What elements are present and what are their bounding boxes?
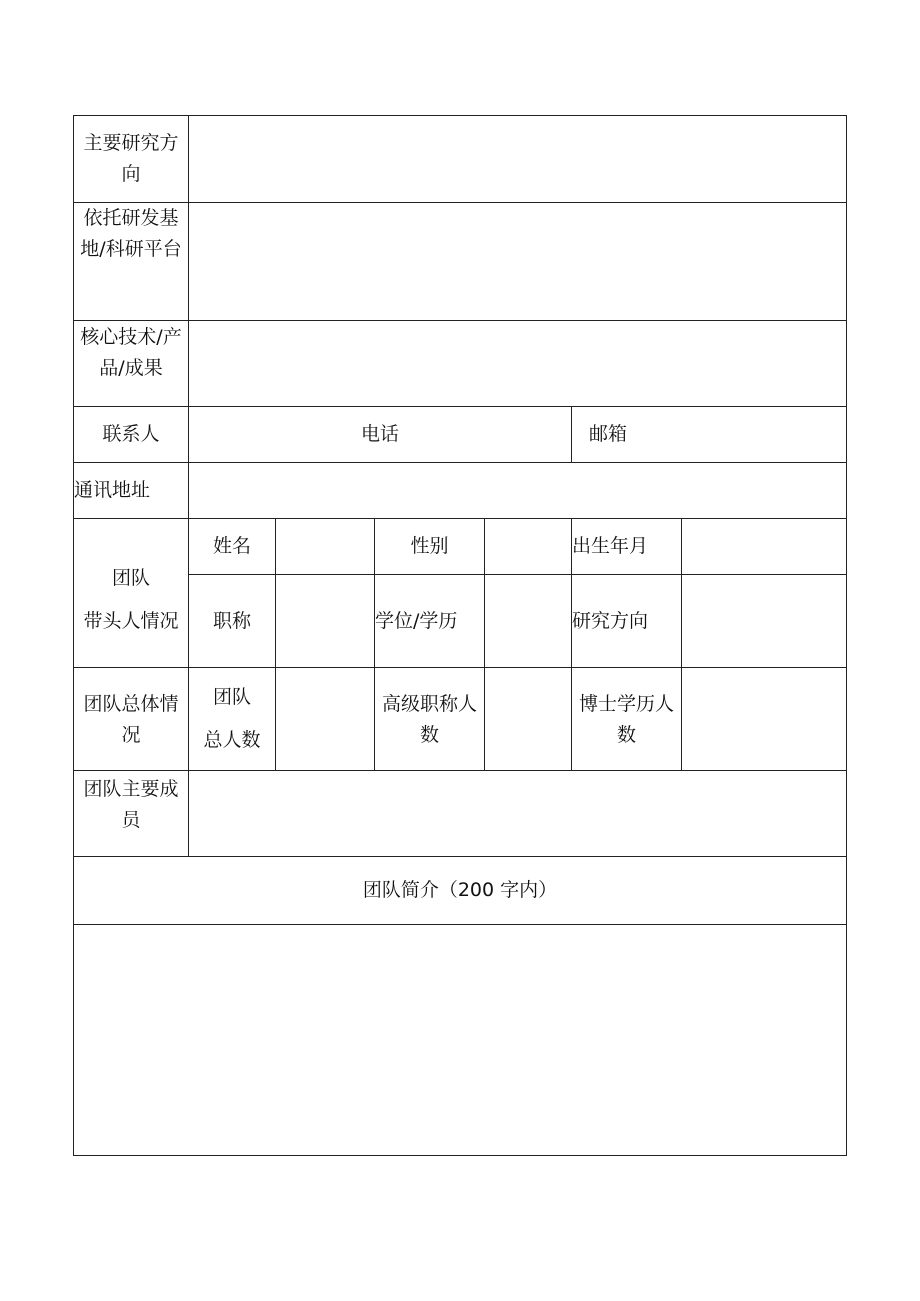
research-direction-label: [74, 116, 188, 202]
birth-input[interactable]: [682, 519, 846, 574]
gender-label: 性别: [410, 535, 449, 557]
main-members-label-line-2: 员: [121, 808, 141, 831]
team-overall-label-line-2: 况: [121, 724, 141, 746]
degree-input[interactable]: [485, 575, 571, 667]
title-input[interactable]: [276, 575, 374, 667]
address-input[interactable]: [189, 463, 846, 518]
research-direction-label-line-2: 向: [121, 163, 141, 185]
birth-label: 出生年月: [572, 535, 649, 557]
table-border-bottom: [73, 1155, 847, 1156]
leader-research-direction-input[interactable]: [682, 575, 846, 667]
senior-title-count-label: [375, 688, 484, 752]
name-label: 姓名: [212, 535, 251, 557]
doctorate-count-label-line-2: 数: [616, 724, 636, 746]
team-leader-label-line-2: 带头人情况: [83, 610, 179, 632]
contact-column-divider: [571, 406, 572, 462]
research-base-label-line-2: 地/科研平台: [80, 238, 182, 260]
main-members-input[interactable]: [189, 771, 846, 856]
senior-title-count-label-line-1: 高级职称人: [381, 693, 477, 715]
research-base-label: [74, 203, 188, 265]
phone-label: 电话: [360, 423, 399, 445]
gender-input[interactable]: [485, 519, 571, 574]
doctorate-count-label-line-1: 博士学历人: [578, 693, 674, 715]
team-total-input[interactable]: [276, 668, 374, 770]
email-label: 邮箱: [589, 423, 628, 445]
research-base-label-line-1: 依托研发基: [83, 207, 179, 229]
team-intro-input[interactable]: [74, 925, 846, 1155]
research-base-input[interactable]: [189, 203, 846, 320]
core-tech-input[interactable]: [189, 321, 846, 406]
address-label: 通讯地址: [74, 479, 151, 501]
email-input[interactable]: [640, 407, 846, 462]
degree-label: 学位/学历: [375, 609, 458, 632]
senior-title-count-label-line-2: 数: [419, 724, 439, 746]
table-border-right: [846, 115, 847, 1156]
core-tech-label: [74, 321, 188, 385]
contact-label: 联系人: [102, 423, 160, 445]
team-intro-label: 团队简介（200 字内）: [362, 879, 558, 901]
name-input[interactable]: [276, 519, 374, 574]
doctorate-count-input[interactable]: [682, 668, 846, 770]
team-total-label: [189, 677, 275, 761]
core-tech-label-line-1: 核心技术/产: [80, 326, 182, 348]
leader-research-direction-label: 研究方向: [572, 609, 649, 632]
senior-title-count-input[interactable]: [485, 668, 571, 770]
main-members-label-line-1: 团队主要成: [83, 777, 179, 800]
team-total-label-line-2: 总人数: [203, 729, 261, 751]
research-direction-input[interactable]: [189, 116, 846, 202]
team-total-label-line-1: 团队: [212, 686, 251, 708]
team-overall-label: [74, 688, 188, 752]
team-overall-label-line-1: 团队总体情: [83, 693, 179, 715]
team-leader-label: [74, 560, 188, 640]
core-tech-label-line-2: 品/成果: [99, 357, 163, 379]
team-leader-label-line-1: 团队: [111, 567, 150, 589]
doctorate-count-label: [572, 688, 681, 752]
title-label: 职称: [212, 609, 251, 632]
research-direction-label-line-1: 主要研究方: [83, 132, 179, 154]
main-members-label: [74, 771, 188, 838]
